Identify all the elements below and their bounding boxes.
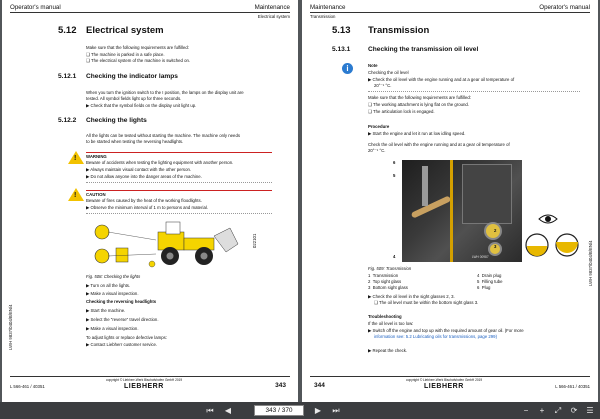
- header-left: Operator's manual: [10, 4, 61, 11]
- rotate-button[interactable]: ⟳: [570, 406, 578, 415]
- note-step-continued: 20°⁻¹ °C.: [374, 83, 392, 88]
- paragraph: to be started when testing the reversing headlights.: [86, 139, 184, 144]
- note-title: Note: [368, 63, 378, 68]
- note-subtitle: Checking the oil level: [368, 70, 409, 75]
- callout-label: 2: [494, 228, 497, 233]
- page-344: [302, 0, 598, 402]
- copyright: copyright © Liebherr-Werk Bischofshofen GmbH 2019: [106, 378, 183, 382]
- last-page-button[interactable]: ⏭: [332, 406, 340, 415]
- paragraph: 20°⁻¹ °C.: [368, 148, 386, 153]
- section-title: Electrical system: [86, 25, 164, 36]
- paragraph: Check the oil level with the engine running and at a gear oil temperature of: [368, 142, 510, 147]
- callout-label: 3: [494, 244, 497, 249]
- header-right: Maintenance: [254, 4, 290, 11]
- lamp-icon: [116, 248, 128, 262]
- subsection-title: Checking the transmission oil level: [368, 46, 479, 53]
- legend-item: [477, 285, 490, 290]
- caution-end-rule: [86, 213, 272, 214]
- info-icon: i: [342, 63, 353, 74]
- step-text: Do not allow anyone into the danger areas of the machine.: [90, 174, 202, 179]
- step-text: Switch off the engine and top up with the required amount of gear oil. (For more: [372, 328, 524, 333]
- step-text: Make a visual inspection.: [90, 326, 139, 331]
- warning-title: WARNING: [86, 154, 107, 159]
- figure-code: 022101: [252, 233, 257, 248]
- fit-page-button[interactable]: ⤢: [554, 406, 562, 415]
- copyright: copyright © Liebherr-Werk Bischofshofen GmbH 2019: [406, 378, 483, 382]
- step-text: Check that the symbol fields on the display unit light up.: [90, 103, 197, 108]
- header-right: Operator's manual: [539, 4, 590, 11]
- note-end-rule: [368, 91, 580, 92]
- header-sub: Electrical system: [257, 14, 290, 19]
- footer-doc: L 566-461 / 40351: [10, 384, 45, 389]
- first-page-button[interactable]: ⏮: [206, 406, 214, 415]
- req-text: The machine is parked in a safe place.: [90, 52, 165, 57]
- req-text: The articulation lock is engaged.: [372, 109, 435, 114]
- step-item: ▶ Make a visual inspection.: [86, 326, 139, 331]
- footer-rule: [310, 376, 590, 377]
- result-text: The oil level must be within the bottom sight glass 3.: [378, 300, 479, 305]
- legend-text: Top sight glass: [372, 279, 402, 284]
- brand-logo: LIEBHERR: [424, 383, 464, 390]
- legend-number: 4: [477, 273, 480, 278]
- step-text: Always maintain visual contact with the other person.: [90, 167, 192, 172]
- step-text: Check the oil level in the sight glasses 2, 3.: [372, 294, 455, 299]
- req-item: ❑ The electrical system of the machine is switched on.: [86, 58, 191, 63]
- paragraph: All the lights can be tested without starting the machine. The machine only needs: [86, 133, 240, 138]
- step-item: ▶ Start the engine and let it run at low idling speed.: [368, 131, 466, 136]
- step-item: ▶ Repeat the check.: [368, 348, 408, 353]
- page-number-input[interactable]: 343 / 370: [254, 405, 304, 416]
- step-item: ▶ Start the machine.: [86, 308, 126, 313]
- warning-text: Beware of accidents when testing the lighting equipment with another person.: [86, 160, 234, 165]
- warning-step: ▶ Always maintain visual contact with the other person.: [86, 167, 192, 172]
- headlight-icon: [95, 225, 109, 239]
- header-sub: Transmission: [310, 14, 336, 19]
- figure-caption: Fig. 509: Transmission: [368, 266, 412, 271]
- lights-figure: [86, 218, 246, 270]
- exclamation-icon: !: [74, 192, 77, 199]
- caution-step: ▶ Observe the minimum interval of 1 m to persons and material.: [86, 205, 208, 210]
- legend-item: [477, 273, 501, 278]
- cross-reference-link[interactable]: information see: 5.2 Lubricating oils for transmissions, page 299): [374, 334, 498, 339]
- subsection-number: 5.13.1: [332, 46, 351, 53]
- legend-number: 3: [368, 285, 371, 290]
- legend-number: 1: [368, 273, 371, 278]
- legend-text: Bottom sight glass: [372, 285, 408, 290]
- brand-logo: LIEBHERR: [124, 383, 164, 390]
- troubleshooting-title: Troubleshooting: [368, 314, 402, 319]
- step-item: ▶ Make a visual inspection.: [86, 291, 139, 296]
- step-item: ▶ Select the "reverse" travel direction.: [86, 317, 159, 322]
- header-rule: [310, 12, 590, 13]
- viewer-toolbar: [0, 402, 600, 419]
- req-text: The electrical system of the machine is switched on.: [90, 58, 191, 63]
- zoom-out-button[interactable]: −: [523, 406, 529, 415]
- page-number: 343: [275, 382, 286, 389]
- step-text: Select the "reverse" travel direction.: [90, 317, 159, 322]
- step-item: ▶ Turn on all the lights.: [86, 283, 131, 288]
- legend-item: [477, 279, 503, 284]
- legend-item: [368, 273, 398, 278]
- warning-rule: [86, 152, 272, 153]
- previous-page-button[interactable]: ◀: [224, 406, 232, 415]
- step-text: Turn on all the lights.: [90, 283, 131, 288]
- subsection-title: Checking the indicator lamps: [86, 73, 178, 80]
- callout-label: 4: [393, 254, 396, 259]
- legend-number: 6: [477, 285, 480, 290]
- paragraph: When you turn the ignition switch to the I position, the lamps on the display unit are: [86, 90, 244, 95]
- legend-number: 5: [477, 279, 480, 284]
- step-text: Check the oil level with the engine running and at a gear oil temperature of: [372, 77, 515, 82]
- section-title: Transmission: [368, 25, 430, 36]
- step-text: Observe the minimum interval of 1 m to persons and material.: [90, 205, 208, 210]
- footer-doc: L 566-461 / 40351: [555, 384, 590, 389]
- legend-text: Transmission: [372, 273, 399, 278]
- header-rule: [10, 12, 290, 13]
- step-text: Start the engine and let it run at low idling speed.: [372, 131, 466, 136]
- step-text: Contact Liebherr customer service.: [90, 342, 158, 347]
- legend-text: Filling tube: [481, 279, 503, 284]
- step-text: Repeat the check.: [372, 348, 408, 353]
- section-number: 5.13: [332, 25, 351, 36]
- callout-label: 6: [393, 160, 396, 165]
- legend-text: Drain plug: [481, 273, 502, 278]
- step-item: ▶ Contact Liebherr customer service.: [86, 342, 158, 347]
- sight-glass-icon: [554, 232, 580, 258]
- exclamation-icon: !: [74, 155, 77, 162]
- legend-text: Plug: [481, 285, 491, 290]
- step-item: ▶ Check the oil level in the sight glasses 2, 3.: [368, 294, 455, 299]
- intro-text: Make sure that the following requirements are fulfilled:: [368, 95, 471, 100]
- req-item: ❑ The working attachment is lying flat on the ground.: [368, 102, 469, 107]
- figure-caption: Fig. 508: Checking the lights: [86, 274, 141, 279]
- req-text: The working attachment is lying flat on the ground.: [372, 102, 469, 107]
- legend-number: 2: [368, 279, 371, 284]
- legend-item: [368, 279, 401, 284]
- warning-end-rule: [86, 182, 272, 183]
- step-item: ▶ Switch off the engine and top up with the required amount of gear oil. (For more: [368, 328, 524, 333]
- subsection-number: 5.12.2: [58, 117, 77, 124]
- footer-rule: [10, 376, 290, 377]
- section-number: 5.12: [58, 25, 77, 36]
- subsection-number: 5.12.1: [58, 73, 77, 80]
- caution-title: CAUTION: [86, 192, 106, 197]
- troubleshooting-condition: If the oil level is too low:: [368, 321, 414, 326]
- check-result: ❑ The oil level must be within the bottom sight glass 3.: [374, 300, 479, 305]
- side-code: LWH 9837/0404/B/EN/4: [8, 304, 13, 350]
- next-page-button[interactable]: ▶: [314, 406, 322, 415]
- paragraph: tested. All symbol fields light up for three seconds.: [86, 96, 182, 101]
- req-item: ❑ The articulation lock is engaged.: [368, 109, 435, 114]
- eye-icon: [538, 212, 558, 226]
- figure-code: LWH 00987: [472, 255, 489, 259]
- headlight-icon: [95, 249, 109, 263]
- note-step: ▶ Check the oil level with the engine running and at a gear oil temperature of: [368, 77, 515, 82]
- procedure-title: Procedure: [368, 124, 390, 129]
- req-item: ❑ The machine is parked in a safe place.: [86, 52, 165, 57]
- menu-button[interactable]: ☰: [586, 406, 594, 415]
- transmission-photo: [402, 160, 522, 262]
- step-text: Start the machine.: [90, 308, 126, 313]
- page-343: [2, 0, 298, 402]
- zoom-in-button[interactable]: +: [539, 406, 545, 415]
- step-item: ▶ Check that the symbol fields on the display unit light up.: [86, 103, 197, 108]
- caution-rule: [86, 190, 272, 191]
- caution-text: Beware of fires caused by the heat of the working floodlights.: [86, 198, 202, 203]
- callout-label: 5: [393, 173, 396, 178]
- warning-step: ▶ Do not allow anyone into the danger areas of the machine.: [86, 174, 202, 179]
- page-number: 344: [314, 382, 325, 389]
- wheel-loader-drawing: [158, 222, 238, 265]
- intro-text: Make sure that the following requirements are fulfilled:: [86, 45, 189, 50]
- paragraph: To adjust lights or replace defective lamps:: [86, 335, 167, 340]
- step-text: Make a visual inspection.: [90, 291, 139, 296]
- sight-glass-icon: [524, 232, 550, 258]
- legend-item: [368, 285, 408, 290]
- header-left: Maintenance: [310, 4, 346, 11]
- reverse-title: Checking the reversing headlights: [86, 299, 157, 304]
- subsection-title: Checking the lights: [86, 117, 147, 124]
- side-code: LWH 9837/0404/B/EN/4: [588, 240, 593, 286]
